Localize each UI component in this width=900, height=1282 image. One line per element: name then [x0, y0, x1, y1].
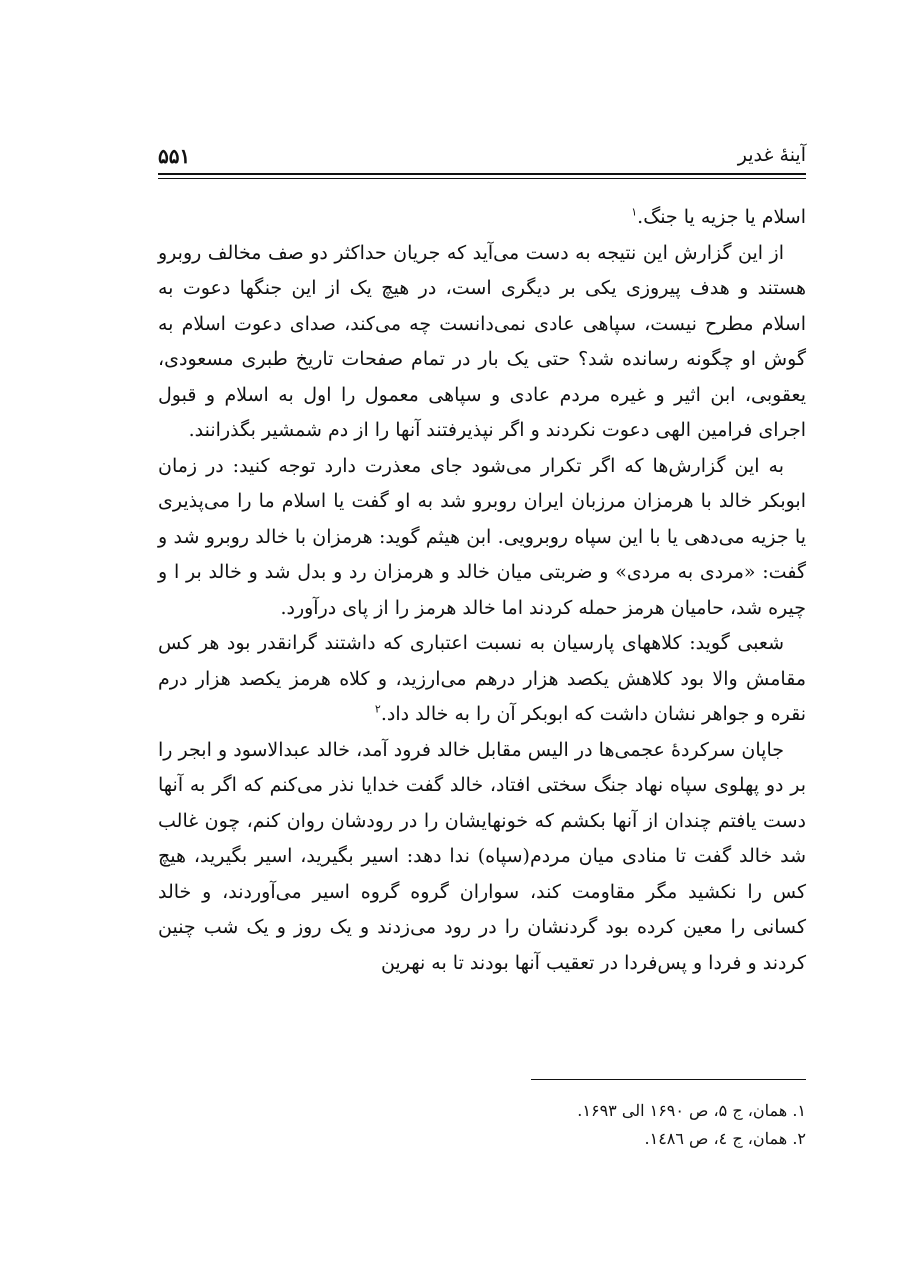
paragraph: از این گزارش این نتیجه به دست می‌آید که جریان حداکثر دو صف مخالف روبرو هستند و هدف پیروزی یکی بر دیگری است، در هیچ یک از این جنگها دعوت به اسلام مطرح نیست، سپاهی عادی نمی‌دانست چه می‌کند، صدای دعوت اسلام به گوش او چگونه رسانده شد؟ حتی یک بار در تمام صفحات تاریخ طبری مسعودی، یعقوبی، ابن اثیر و غیره مردم عادی و سپاهی معمول را اول به اسلام و قبول اجرای فرامین الهی دعوت نکردند و اگر نپذیرفتند آنها را از دم شمشیر بگذرانند. [158, 241, 806, 441]
running-header [158, 140, 806, 176]
book-title: آینهٔ غدیر [737, 144, 806, 166]
main-text [158, 200, 806, 981]
footnote-ref-1: ۱ [631, 205, 638, 219]
paragraph-continued [158, 200, 806, 236]
paragraph: به این گزارش‌ها که اگر تکرار می‌شود جای معذرت دارد توجه کنید: در زمان ابوبکر خالد با هرمزان مرزبان ایران روبرو شد به او گفت یا اسلام ما را می‌پذیری یا جزیه می‌دهی یا با این سپاه روبرویی. ابن هیثم گوید: هرمزان با خالد روبرو شد و گفت: «مردی به مردی» و ضربتی میان خالد و هرمزان رد و بدل شد و خالد بر ا و چیره شد، حامیان هرمز حمله کردند اما خالد هرمز را از پای درآورد. [158, 454, 806, 619]
footnote-separator [531, 1079, 806, 1080]
header-rule-thick [158, 173, 806, 175]
paragraph-text: شعبی گوید: کلاههای پارسیان به نسبت اعتباری که داشتند گرانقدر بود هر کس مقامش والا بود کلاهش یکصد هزار درهم می‌ارزید، و کلاه هرمز یکصد هزار درم نقره و جواهر نشان داشت که ابوبکر آن را به خالد داد. [158, 632, 806, 725]
footnote-ref-2: ۲ [374, 702, 381, 716]
paragraph-text: اسلام یا جزیه یا جنگ. [637, 206, 806, 228]
footnote-1: ۱. همان، ج ۵، ص ۱۶۹۰ الی ۱۶۹۳. [577, 1101, 806, 1120]
paragraph [158, 626, 806, 733]
footnote-2: ۲. همان، ج ٤، ص ۱٤۸٦. [644, 1129, 806, 1148]
footnotes [158, 1097, 806, 1153]
header-rule-thin [158, 178, 806, 179]
paragraph: جاپان سرکردهٔ عجمی‌ها در الیس مقابل خالد فرود آمد، خالد عبدالاسود و ابجر را بر دو پهلوی سپاه نهاد جنگ سختی افتاد، خالد گفت خدایا نذر می‌کنم که اگر به آنها دست یافتم چندان از آنها بکشم که خونهایشان را در رودشان روان کنم، چون غالب شد خالد گفت تا منادی میان مردم(سپاه) ندا دهد: اسیر بگیرید، اسیر بگیرید، هیچ کس را نکشید مگر مقاومت کند، سواران گروه گروه اسیر می‌آوردند، و خالد کسانی را معین کرده بود گردنشان را در رود می‌زدند و یک روز و یک شب چنین کردند و فردا و پس‌فردا در تعقیب آنها بودند تا به نهرین [158, 738, 806, 974]
page-number: ۵۵۱ [158, 144, 191, 168]
